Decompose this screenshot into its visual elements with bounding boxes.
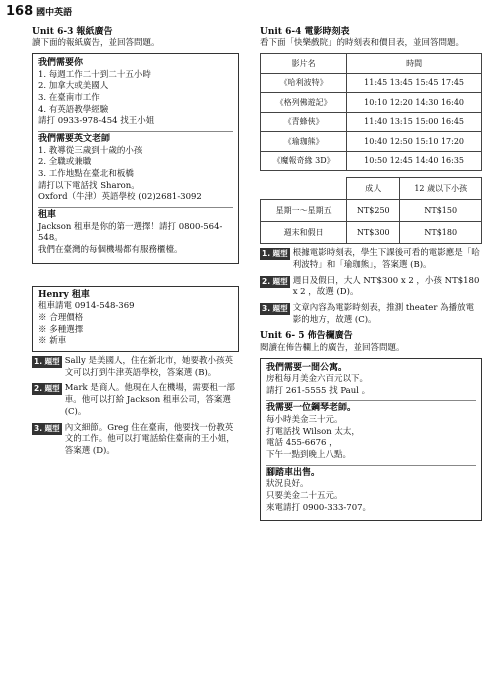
movie-times: 11:45 13:45 15:45 17:45 <box>347 73 482 93</box>
price-row-label: 週末和假日 <box>261 222 347 244</box>
ad-line: 打電話找 Wilson 太太， <box>266 426 360 437</box>
table-row <box>261 132 482 152</box>
movie-times: 10:10 12:20 14:30 16:40 <box>347 93 482 113</box>
answer-text: 週日及假日，大人 NT$300 x 2 ，小孩 NT$180 x 2 ，故選 (D)。 <box>292 275 480 298</box>
unit-instruction: 讀下面的報紙廣告，並回答問題。 <box>32 38 160 49</box>
question-type-badge: 1. 題型 <box>34 356 60 366</box>
answer-text: Mark 是商人。他現在人在機場，需要租一部車。他可以打給 Jackson 租車公司，答案選 (C)。 <box>64 383 235 417</box>
question-type-badge: 2. 題型 <box>34 384 60 394</box>
table-row <box>261 222 482 244</box>
ad-title: 我需要一位鋼琴老師。 <box>266 403 357 414</box>
ad-line: 1. 每週工作二十到二十五小時 <box>38 69 151 80</box>
ad-line: 3. 在臺南市工作 <box>38 92 100 103</box>
ad-section <box>38 56 233 132</box>
answer-text: Sally 是美國人，住在新北市，她要教小孩英文可以打到牛津英語學校，答案選 (B)。 <box>64 355 234 378</box>
price-table <box>260 177 482 244</box>
unit-title: Unit 6- 5 佈告欄廣告 <box>260 331 353 342</box>
answer-item <box>260 276 482 299</box>
child-price: NT$150 <box>400 200 482 222</box>
ad-line: Jackson 租車是你的第一選擇！請打 0800-564-548。 <box>38 221 223 244</box>
ad-line: 請打以下電話找 Sharon。 <box>38 180 140 191</box>
answer-item <box>32 356 239 379</box>
ad-line: 請打 0933-978-454 找王小姐 <box>38 116 155 127</box>
ad-line: 1. 教導從三歲到十歲的小孩 <box>38 145 143 156</box>
ad-line: 3. 工作地點在臺北和板橋 <box>38 168 134 179</box>
table-row <box>261 151 482 171</box>
left-column <box>32 26 239 458</box>
ad-line: ※ 合理價格 <box>38 312 84 323</box>
ad-section <box>38 132 233 208</box>
column-header: 12 歲以下小孩 <box>400 178 482 200</box>
column-header: 影片名 <box>261 54 347 74</box>
answer-item <box>32 383 239 418</box>
question-type-badge: 3. 題型 <box>262 304 288 313</box>
ad-line: Oxford（牛津）英語學校 (02)2681-3092 <box>38 192 202 203</box>
ad-line: ※ 多種選擇 <box>38 324 84 335</box>
answer-item <box>260 248 482 271</box>
ad-line: 只要美金二十五元。 <box>266 490 343 501</box>
column-header: 成人 <box>347 178 400 200</box>
ad-title: 腳踏車出售。 <box>266 467 321 478</box>
ad-title: Henry 租車 <box>38 289 90 300</box>
unit-instruction: 看下面「快樂戲院」的時刻表和價目表，並回答問題。 <box>260 38 465 49</box>
table-row <box>261 73 482 93</box>
ad-line: 每小時美金三十元。 <box>266 414 343 425</box>
answer-text: 內文細節。Greg 住在臺南，他要找一份教英文的工作。他可以打電話給住臺南的王小姐，答案選 (D)。 <box>64 422 235 456</box>
movie-name: 《魔報奇緣 3D》 <box>261 151 347 171</box>
movie-schedule-table <box>260 53 482 171</box>
ad-line: 狀況良好。 <box>266 479 309 490</box>
answer-explanations <box>32 356 239 458</box>
answer-item <box>32 423 239 458</box>
price-row-label: 星期一～星期五 <box>261 200 347 222</box>
table-header-row <box>261 178 482 200</box>
ad-line: ※ 新車 <box>38 336 67 347</box>
movie-name: 《瑜珈熊》 <box>261 132 347 152</box>
right-column <box>260 26 482 521</box>
ad-line: 下午一點到晚上八點。 <box>266 449 352 460</box>
ad-section <box>266 361 476 402</box>
ad-line: 4. 有英語教學經驗 <box>38 104 109 115</box>
newspaper-ads-box <box>32 53 239 264</box>
movie-times: 10:50 12:45 14:40 16:35 <box>347 151 482 171</box>
movie-name: 《格列佛遊記》 <box>261 93 347 113</box>
movie-name: 《哈利波特》 <box>261 73 347 93</box>
movie-times: 11:40 13:15 15:00 16:45 <box>347 112 482 132</box>
book-title: 國中英語 <box>36 8 73 18</box>
ad-line: 請打 261-5555 找 Paul 。 <box>266 385 371 396</box>
henry-ad-box <box>32 286 239 352</box>
table-row <box>261 200 482 222</box>
ad-line: 我們在臺灣的每個機場都有服務櫃檯。 <box>38 244 183 255</box>
question-type-badge: 3. 題型 <box>34 423 60 433</box>
empty-corner-cell <box>261 178 347 200</box>
ad-line: 來電請打 0900-333-707。 <box>266 502 372 513</box>
ad-line: 2. 加拿大或美國人 <box>38 81 109 92</box>
table-row <box>261 93 482 113</box>
ad-line: 房租每月美金六百元以下。 <box>266 373 369 384</box>
table-row <box>261 112 482 132</box>
table-header-row <box>261 54 482 74</box>
child-price: NT$180 <box>400 222 482 244</box>
bulletin-ads-box <box>260 358 482 522</box>
ad-title: 我們需要一間公寓。 <box>266 362 348 373</box>
page-number: 168 <box>6 4 34 19</box>
ad-line: 2. 全職或兼職 <box>38 157 92 168</box>
adult-price: NT$250 <box>347 200 400 222</box>
ad-title: 我們需要英文老師 <box>38 134 111 145</box>
column-header: 時間 <box>347 54 482 74</box>
unit-title: Unit 6-4 電影時刻表 <box>260 27 350 37</box>
ad-section <box>38 208 233 260</box>
question-type-badge: 1. 題型 <box>262 249 288 259</box>
ad-section <box>266 466 476 518</box>
question-type-badge: 2. 題型 <box>262 276 288 286</box>
ad-title: 租車 <box>38 210 57 221</box>
movie-name: 《青蜂俠》 <box>261 112 347 132</box>
movie-times: 10:40 12:50 15:10 17:20 <box>347 132 482 152</box>
answer-text: 文章內容為電影時刻表，推測 theater 為播放電影的地方，故選 (C)。 <box>292 303 475 325</box>
unit-instruction: 閱讀在佈告欄上的廣告，並回答問題。 <box>260 342 405 353</box>
answer-text: 根據電影時刻表，學生下課後可看的電影應是「哈利波特」和「瑜珈熊」，答案選 (B)。 <box>292 248 480 270</box>
ad-line: 租車請電 0914-548-369 <box>38 301 135 312</box>
unit-title: Unit 6-3 報紙廣告 <box>32 27 113 37</box>
ad-line: 電話 455-6676 ， <box>266 438 338 449</box>
ad-title: 我們需要你 <box>38 58 84 69</box>
page-header <box>6 3 72 18</box>
ad-section <box>266 401 476 465</box>
answer-explanations <box>260 248 482 326</box>
answer-item <box>260 303 482 326</box>
adult-price: NT$300 <box>347 222 400 244</box>
